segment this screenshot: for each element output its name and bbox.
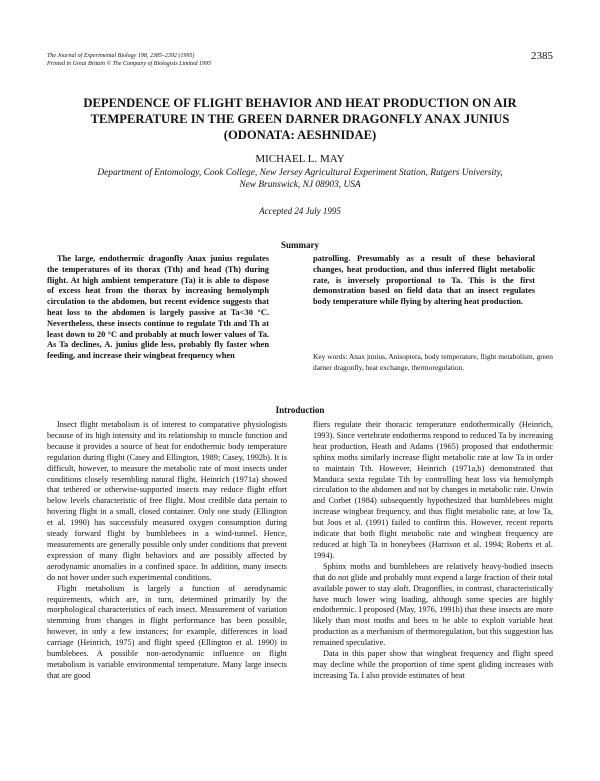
running-header	[47, 52, 211, 68]
article-title	[60, 95, 540, 143]
summary-text-right: patrolling. Presumably as a result of these behavioral changes, heat production, and thus inferred flight metabolic rate, is inversely proportional to Ta. This is the first demonstration based on field data that an insect regulates body temperature while flying by altering heat production.	[313, 254, 535, 307]
keywords-list: Anax junius, Anisoptera, body temperature, flight metabolism, green darner dragonfly, heat exchange, thermoregulation.	[313, 352, 553, 372]
printed-notice: Printed in Great Britain © The Company of Biologists Limited 1995	[47, 61, 212, 67]
affiliation-line-1: Department of Entomology, Cook College, New Jersey Agricultural Experiment Station, Rutgers University,	[97, 168, 503, 178]
keywords	[313, 352, 553, 373]
title-line-2: TEMPERATURE IN THE GREEN DARNER DRAGONFLY ANAX JUNIUS	[90, 112, 510, 126]
keywords-label: Key words:	[313, 352, 348, 361]
affiliation	[70, 167, 530, 191]
accepted-date: Accepted 24 July 1995	[259, 206, 341, 216]
intro-paragraph-3: fliers regulate their thoracic temperature endothermically (Heinrich, 1993). Since vertebrate endotherms respond to reduced Ta by increasing heat production, Heath and Adams (1965) proposed that endothermic sphinx moths similarly increase flight metabolic rate at low Ta in order to maintain Tth. However, Heinrich (1971a,b) demonstrated that Manduca sexta regulate Tth by controlling heat loss via hemolymph circulation to the abdomen and not by changes in metabolic rate. Unwin and Corbet (1984) subsequently hypothesized that bumblebees might increase wingbeat frequency, and thus flight metabolic rate, at low Ta, but Joos et al. (1991) failed to confirm this. However, recent reports indicate that both flight metabolic rate and wingbeat frequency are reduced at high Ta in honeybees (Harrison et al. 1994; Roberts et al. 1994).	[313, 420, 553, 560]
intro-paragraph-5: Data in this paper show that wingbeat frequency and flight speed may decline while the proportion of time spent gliding increases with increasing Ta. I also provide estimates of heat	[313, 649, 553, 680]
summary-heading: Summary	[281, 240, 319, 250]
introduction-heading: Introduction	[275, 405, 325, 415]
intro-paragraph-4: Sphinx moths and bumblebees are relatively heavy-bodied insects that do not glide and probably must expend a large fraction of their total available power to stay aloft. Dragonflies, in contrast, characteristically have much lower wing loading, although some species are highly endothermic. I proposed (May, 1976, 1991b) that these insects are more likely than most moths and bees to be able to exploit variable heat production as a mechanism of thermoregulation, but this suggestion has remained speculative.	[313, 561, 553, 648]
journal-citation: The Journal of Experimental Biology 198, 2385–2392 (1995)	[47, 53, 195, 59]
intro-column-right	[313, 420, 553, 682]
intro-column-left	[47, 420, 287, 682]
intro-paragraph-1: Insect flight metabolism is of interest to comparative physiologists because of its high intensity and its relationship to muscle function and because it provides a source of heat for endothermic body temperature regulation during flight (Casey and Ellington, 1989; Casey, 1992b). It is difficult, however, to measure the metabolic rate of most insects under conditions closely resembling natural flight. Heinrich (1971a) showed that tethered or otherwise-supported insects may reduce flight effort below levels characteristic of free flight. Most credible data pertain to hovering flight in a small, closed container. Only one study (Ellington et al. 1990) has successfuly measured oxygen consumption during steady forward flight by bumblebees in a wind-tunnel. Hence, measurements are generally possible only under conditions that prevent expression of many flight behaviors and are possibly affected by aerodynamic anomalies in a confined space. In addition, many insects do not hover under such experimental conditions.	[47, 420, 287, 582]
title-line-3: (ODONATA: AESHNIDAE)	[223, 128, 377, 142]
summary-text-left: The large, endothermic dragonfly Anax junius regulates the temperatures of its thorax (Tth) and head (Th) during flight. At high ambient temperature (Ta) it is able to dispose of excess heat from the thorax by increasing hemolymph circulation to the abdomen, but recent evidence suggests that heat loss to the abdomen is largely passive at Ta<30 °C. Nevertheless, these insects continue to regulate Tth and Th at least down to 20 °C and probably at much lower values of Ta. As Ta declines, A. junius glide less, probably fly faster when feeding, and increase their wingbeat frequency when	[47, 254, 269, 361]
affiliation-line-2: New Brunswick, NJ 08903, USA	[239, 180, 361, 190]
intro-paragraph-2: Flight metabolism is largely a function of aerodynamic requirements, which are, in turn, determined primarily by the morphological characteristics of each insect. Measurement of variation stemming from changes in flight performance has been possible, however, in only a few instances; for example, differences in load carriage (Heinrich, 1975) and flight speed (Ellington et al. 1990) in bumblebees. A possible non-aerodynamic influence on flight metabolism is variable environmental temperature. Many large insects that are good	[47, 583, 287, 680]
author-name: MICHAEL L. MAY	[255, 153, 345, 165]
title-line-1: DEPENDENCE OF FLIGHT BEHAVIOR AND HEAT PRODUCTION ON AIR	[83, 96, 517, 110]
page-number: 2385	[531, 50, 553, 62]
